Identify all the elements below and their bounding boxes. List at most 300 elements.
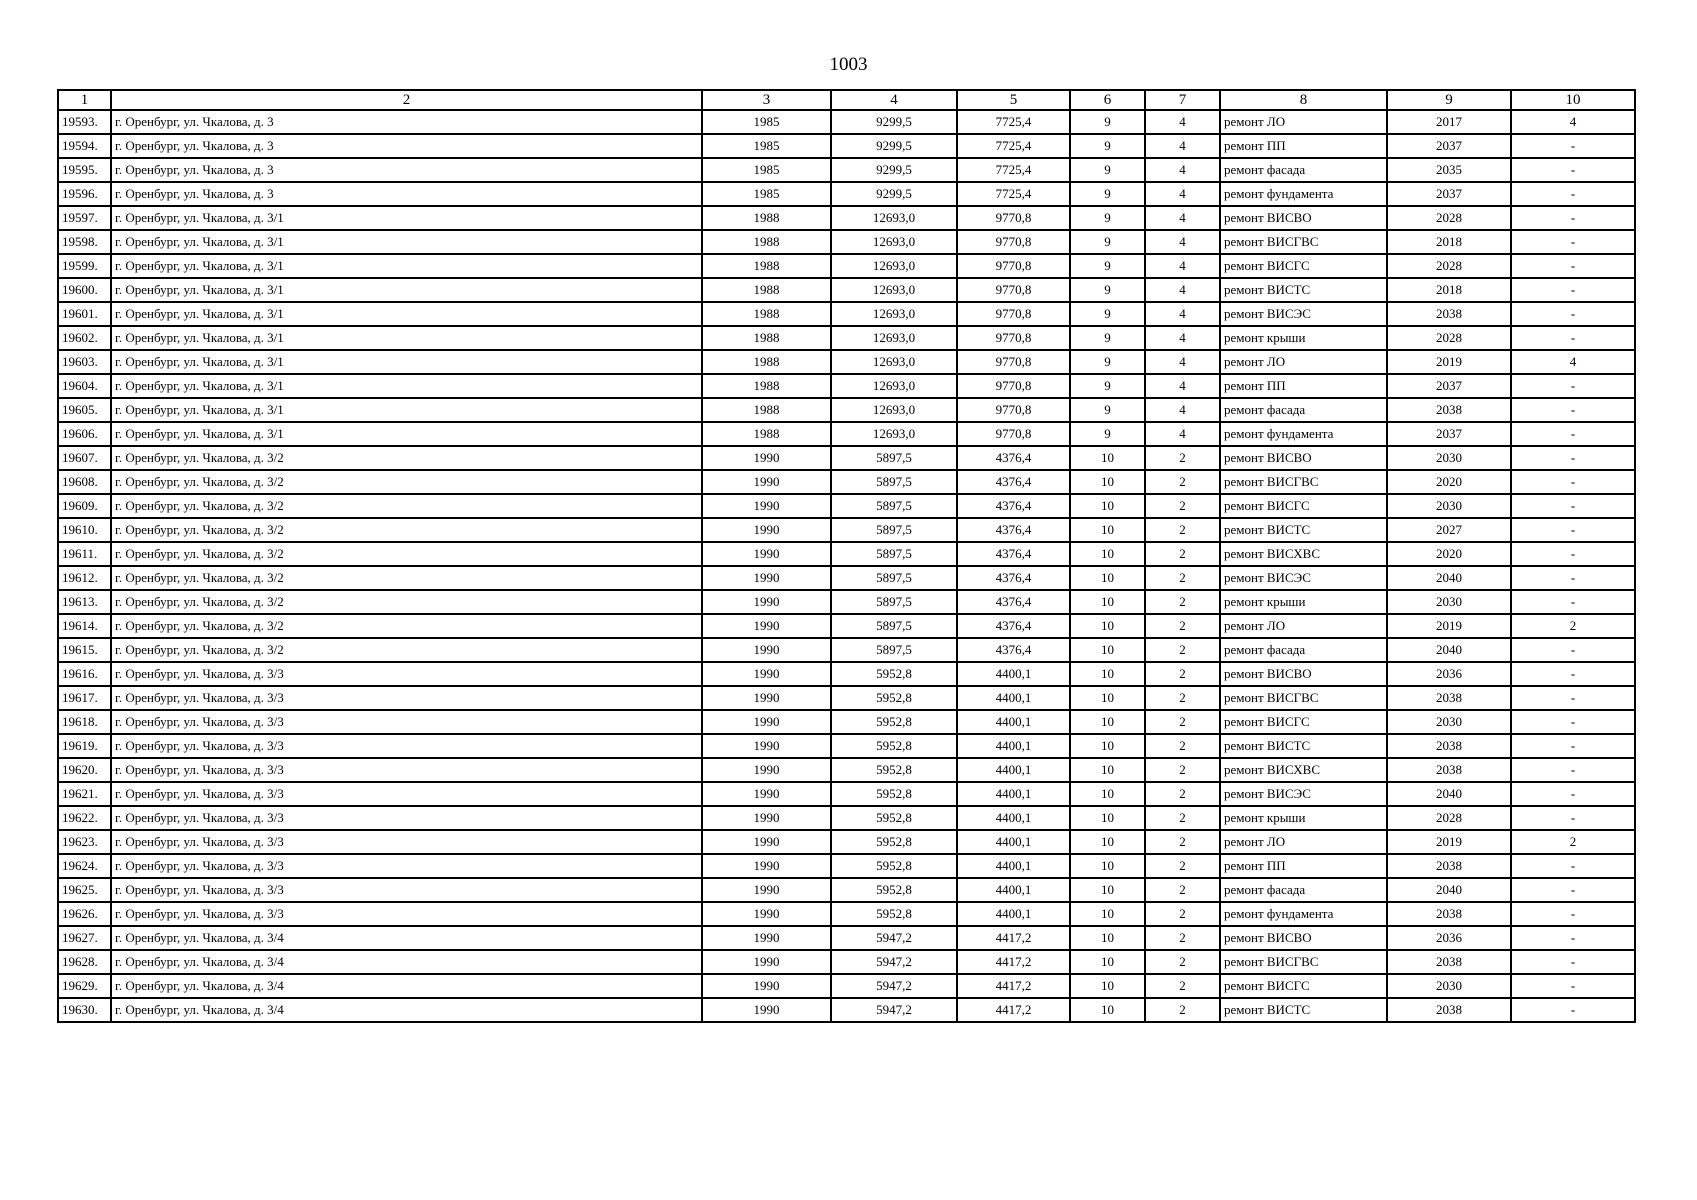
address-cell: г. Оренбург, ул. Чкалова, д. 3/1 <box>111 422 702 446</box>
floors-cell: 10 <box>1070 446 1145 470</box>
row-number-cell: 19621. <box>58 782 111 806</box>
table-row <box>58 614 1635 638</box>
row-number-cell: 19616. <box>58 662 111 686</box>
entrances-cell: 2 <box>1145 494 1220 518</box>
work-type-cell: ремонт ПП <box>1220 374 1387 398</box>
year-built-cell: 1990 <box>702 878 831 902</box>
total-area-cell: 5952,8 <box>831 758 957 782</box>
row-number-cell: 19629. <box>58 974 111 998</box>
table-row <box>58 590 1635 614</box>
living-area-cell: 4417,2 <box>957 926 1070 950</box>
address-cell: г. Оренбург, ул. Чкалова, д. 3/3 <box>111 902 702 926</box>
entrances-cell: 4 <box>1145 326 1220 350</box>
entrances-cell: 2 <box>1145 566 1220 590</box>
living-area-cell: 9770,8 <box>957 302 1070 326</box>
work-type-cell: ремонт ВИСТС <box>1220 998 1387 1022</box>
living-area-cell: 4376,4 <box>957 470 1070 494</box>
floors-cell: 10 <box>1070 686 1145 710</box>
total-area-cell: 5952,8 <box>831 902 957 926</box>
entrances-cell: 2 <box>1145 974 1220 998</box>
row-number-cell: 19615. <box>58 638 111 662</box>
planned-year-cell: 2020 <box>1387 542 1511 566</box>
units-count-cell: - <box>1511 254 1635 278</box>
floors-cell: 10 <box>1070 614 1145 638</box>
units-count-cell: 4 <box>1511 110 1635 134</box>
table-row <box>58 758 1635 782</box>
living-area-cell: 4417,2 <box>957 950 1070 974</box>
planned-year-cell: 2027 <box>1387 518 1511 542</box>
row-number-cell: 19610. <box>58 518 111 542</box>
units-count-cell: - <box>1511 326 1635 350</box>
work-type-cell: ремонт крыши <box>1220 806 1387 830</box>
floors-cell: 10 <box>1070 902 1145 926</box>
work-type-cell: ремонт ЛО <box>1220 830 1387 854</box>
year-built-cell: 1988 <box>702 206 831 230</box>
year-built-cell: 1985 <box>702 158 831 182</box>
row-number-cell: 19593. <box>58 110 111 134</box>
living-area-cell: 4376,4 <box>957 590 1070 614</box>
table-row <box>58 830 1635 854</box>
entrances-cell: 4 <box>1145 302 1220 326</box>
year-built-cell: 1990 <box>702 782 831 806</box>
entrances-cell: 2 <box>1145 686 1220 710</box>
row-number-cell: 19611. <box>58 542 111 566</box>
floors-cell: 9 <box>1070 110 1145 134</box>
floors-cell: 9 <box>1070 350 1145 374</box>
living-area-cell: 9770,8 <box>957 398 1070 422</box>
living-area-cell: 4400,1 <box>957 806 1070 830</box>
entrances-cell: 2 <box>1145 782 1220 806</box>
living-area-cell: 7725,4 <box>957 110 1070 134</box>
year-built-cell: 1990 <box>702 758 831 782</box>
table-body <box>58 110 1635 1022</box>
units-count-cell: - <box>1511 734 1635 758</box>
header-row <box>58 90 1635 110</box>
address-cell: г. Оренбург, ул. Чкалова, д. 3/2 <box>111 542 702 566</box>
table-row <box>58 518 1635 542</box>
work-type-cell: ремонт ВИСЭС <box>1220 302 1387 326</box>
year-built-cell: 1985 <box>702 182 831 206</box>
address-cell: г. Оренбург, ул. Чкалова, д. 3/4 <box>111 950 702 974</box>
table-row <box>58 254 1635 278</box>
planned-year-cell: 2035 <box>1387 158 1511 182</box>
table-row <box>58 926 1635 950</box>
floors-cell: 10 <box>1070 710 1145 734</box>
units-count-cell: - <box>1511 422 1635 446</box>
entrances-cell: 2 <box>1145 446 1220 470</box>
total-area-cell: 5897,5 <box>831 542 957 566</box>
column-header-9: 9 <box>1387 90 1511 110</box>
address-cell: г. Оренбург, ул. Чкалова, д. 3/2 <box>111 614 702 638</box>
floors-cell: 9 <box>1070 134 1145 158</box>
living-area-cell: 7725,4 <box>957 158 1070 182</box>
row-number-cell: 19626. <box>58 902 111 926</box>
year-built-cell: 1988 <box>702 422 831 446</box>
table-row <box>58 734 1635 758</box>
total-area-cell: 5947,2 <box>831 998 957 1022</box>
work-type-cell: ремонт ЛО <box>1220 350 1387 374</box>
work-type-cell: ремонт ВИСТС <box>1220 734 1387 758</box>
row-number-cell: 19604. <box>58 374 111 398</box>
floors-cell: 9 <box>1070 398 1145 422</box>
year-built-cell: 1990 <box>702 974 831 998</box>
planned-year-cell: 2030 <box>1387 710 1511 734</box>
floors-cell: 10 <box>1070 974 1145 998</box>
row-number-cell: 19617. <box>58 686 111 710</box>
planned-year-cell: 2019 <box>1387 350 1511 374</box>
row-number-cell: 19596. <box>58 182 111 206</box>
living-area-cell: 9770,8 <box>957 278 1070 302</box>
living-area-cell: 4400,1 <box>957 686 1070 710</box>
entrances-cell: 4 <box>1145 110 1220 134</box>
work-type-cell: ремонт ВИСГВС <box>1220 950 1387 974</box>
year-built-cell: 1990 <box>702 590 831 614</box>
planned-year-cell: 2040 <box>1387 878 1511 902</box>
work-type-cell: ремонт ВИСТС <box>1220 518 1387 542</box>
planned-year-cell: 2040 <box>1387 782 1511 806</box>
units-count-cell: - <box>1511 902 1635 926</box>
floors-cell: 9 <box>1070 326 1145 350</box>
row-number-cell: 19599. <box>58 254 111 278</box>
repair-schedule-table <box>57 89 1636 1023</box>
total-area-cell: 5952,8 <box>831 854 957 878</box>
living-area-cell: 7725,4 <box>957 182 1070 206</box>
planned-year-cell: 2037 <box>1387 422 1511 446</box>
floors-cell: 10 <box>1070 950 1145 974</box>
total-area-cell: 5952,8 <box>831 710 957 734</box>
living-area-cell: 9770,8 <box>957 422 1070 446</box>
table-row <box>58 662 1635 686</box>
address-cell: г. Оренбург, ул. Чкалова, д. 3/2 <box>111 446 702 470</box>
entrances-cell: 2 <box>1145 710 1220 734</box>
address-cell: г. Оренбург, ул. Чкалова, д. 3/2 <box>111 470 702 494</box>
row-number-cell: 19603. <box>58 350 111 374</box>
planned-year-cell: 2036 <box>1387 662 1511 686</box>
units-count-cell: - <box>1511 230 1635 254</box>
year-built-cell: 1988 <box>702 278 831 302</box>
entrances-cell: 2 <box>1145 542 1220 566</box>
total-area-cell: 5897,5 <box>831 470 957 494</box>
total-area-cell: 5952,8 <box>831 662 957 686</box>
living-area-cell: 4376,4 <box>957 518 1070 542</box>
address-cell: г. Оренбург, ул. Чкалова, д. 3/1 <box>111 230 702 254</box>
entrances-cell: 4 <box>1145 230 1220 254</box>
year-built-cell: 1990 <box>702 734 831 758</box>
year-built-cell: 1988 <box>702 374 831 398</box>
year-built-cell: 1988 <box>702 326 831 350</box>
work-type-cell: ремонт крыши <box>1220 326 1387 350</box>
living-area-cell: 4400,1 <box>957 878 1070 902</box>
column-header-3: 3 <box>702 90 831 110</box>
total-area-cell: 12693,0 <box>831 398 957 422</box>
units-count-cell: - <box>1511 566 1635 590</box>
year-built-cell: 1985 <box>702 134 831 158</box>
address-cell: г. Оренбург, ул. Чкалова, д. 3/3 <box>111 710 702 734</box>
table-row <box>58 878 1635 902</box>
address-cell: г. Оренбург, ул. Чкалова, д. 3/2 <box>111 590 702 614</box>
work-type-cell: ремонт ВИСВО <box>1220 662 1387 686</box>
table-row <box>58 902 1635 926</box>
year-built-cell: 1990 <box>702 518 831 542</box>
row-number-cell: 19628. <box>58 950 111 974</box>
table-row <box>58 110 1635 134</box>
total-area-cell: 12693,0 <box>831 326 957 350</box>
planned-year-cell: 2038 <box>1387 302 1511 326</box>
living-area-cell: 4376,4 <box>957 494 1070 518</box>
work-type-cell: ремонт ЛО <box>1220 110 1387 134</box>
units-count-cell: - <box>1511 158 1635 182</box>
address-cell: г. Оренбург, ул. Чкалова, д. 3 <box>111 134 702 158</box>
table-row <box>58 422 1635 446</box>
units-count-cell: - <box>1511 662 1635 686</box>
units-count-cell: - <box>1511 878 1635 902</box>
planned-year-cell: 2030 <box>1387 494 1511 518</box>
living-area-cell: 4417,2 <box>957 974 1070 998</box>
living-area-cell: 4400,1 <box>957 710 1070 734</box>
planned-year-cell: 2018 <box>1387 278 1511 302</box>
column-header-10: 10 <box>1511 90 1635 110</box>
floors-cell: 9 <box>1070 374 1145 398</box>
living-area-cell: 9770,8 <box>957 374 1070 398</box>
work-type-cell: ремонт ВИСГВС <box>1220 470 1387 494</box>
total-area-cell: 12693,0 <box>831 254 957 278</box>
table-row <box>58 806 1635 830</box>
total-area-cell: 5952,8 <box>831 686 957 710</box>
floors-cell: 10 <box>1070 782 1145 806</box>
units-count-cell: 2 <box>1511 830 1635 854</box>
row-number-cell: 19602. <box>58 326 111 350</box>
address-cell: г. Оренбург, ул. Чкалова, д. 3/1 <box>111 398 702 422</box>
units-count-cell: - <box>1511 182 1635 206</box>
row-number-cell: 19613. <box>58 590 111 614</box>
row-number-cell: 19606. <box>58 422 111 446</box>
living-area-cell: 9770,8 <box>957 254 1070 278</box>
year-built-cell: 1988 <box>702 254 831 278</box>
planned-year-cell: 2037 <box>1387 134 1511 158</box>
work-type-cell: ремонт ВИСГВС <box>1220 230 1387 254</box>
table-row <box>58 494 1635 518</box>
units-count-cell: - <box>1511 278 1635 302</box>
living-area-cell: 4376,4 <box>957 614 1070 638</box>
table-row <box>58 854 1635 878</box>
units-count-cell: - <box>1511 446 1635 470</box>
planned-year-cell: 2018 <box>1387 230 1511 254</box>
total-area-cell: 5897,5 <box>831 614 957 638</box>
total-area-cell: 5952,8 <box>831 734 957 758</box>
living-area-cell: 9770,8 <box>957 326 1070 350</box>
address-cell: г. Оренбург, ул. Чкалова, д. 3/1 <box>111 350 702 374</box>
row-number-cell: 19622. <box>58 806 111 830</box>
table-row <box>58 374 1635 398</box>
row-number-cell: 19595. <box>58 158 111 182</box>
units-count-cell: - <box>1511 782 1635 806</box>
address-cell: г. Оренбург, ул. Чкалова, д. 3/1 <box>111 206 702 230</box>
entrances-cell: 2 <box>1145 830 1220 854</box>
entrances-cell: 4 <box>1145 374 1220 398</box>
planned-year-cell: 2038 <box>1387 686 1511 710</box>
living-area-cell: 4400,1 <box>957 902 1070 926</box>
entrances-cell: 4 <box>1145 422 1220 446</box>
total-area-cell: 12693,0 <box>831 302 957 326</box>
year-built-cell: 1990 <box>702 854 831 878</box>
year-built-cell: 1990 <box>702 542 831 566</box>
row-number-cell: 19609. <box>58 494 111 518</box>
row-number-cell: 19618. <box>58 710 111 734</box>
floors-cell: 10 <box>1070 638 1145 662</box>
table-row <box>58 566 1635 590</box>
floors-cell: 10 <box>1070 854 1145 878</box>
address-cell: г. Оренбург, ул. Чкалова, д. 3/1 <box>111 254 702 278</box>
address-cell: г. Оренбург, ул. Чкалова, д. 3 <box>111 158 702 182</box>
units-count-cell: - <box>1511 998 1635 1022</box>
address-cell: г. Оренбург, ул. Чкалова, д. 3/3 <box>111 806 702 830</box>
floors-cell: 10 <box>1070 998 1145 1022</box>
address-cell: г. Оренбург, ул. Чкалова, д. 3/4 <box>111 926 702 950</box>
work-type-cell: ремонт крыши <box>1220 590 1387 614</box>
living-area-cell: 4376,4 <box>957 566 1070 590</box>
table-row <box>58 782 1635 806</box>
table-header <box>58 90 1635 110</box>
total-area-cell: 12693,0 <box>831 422 957 446</box>
row-number-cell: 19598. <box>58 230 111 254</box>
row-number-cell: 19624. <box>58 854 111 878</box>
total-area-cell: 5952,8 <box>831 806 957 830</box>
floors-cell: 10 <box>1070 734 1145 758</box>
column-header-6: 6 <box>1070 90 1145 110</box>
year-built-cell: 1988 <box>702 302 831 326</box>
entrances-cell: 4 <box>1145 254 1220 278</box>
living-area-cell: 9770,8 <box>957 206 1070 230</box>
work-type-cell: ремонт ВИСХВС <box>1220 542 1387 566</box>
year-built-cell: 1990 <box>702 830 831 854</box>
units-count-cell: - <box>1511 710 1635 734</box>
total-area-cell: 9299,5 <box>831 182 957 206</box>
address-cell: г. Оренбург, ул. Чкалова, д. 3/3 <box>111 686 702 710</box>
entrances-cell: 4 <box>1145 134 1220 158</box>
entrances-cell: 2 <box>1145 734 1220 758</box>
floors-cell: 10 <box>1070 926 1145 950</box>
entrances-cell: 4 <box>1145 350 1220 374</box>
address-cell: г. Оренбург, ул. Чкалова, д. 3/1 <box>111 278 702 302</box>
year-built-cell: 1990 <box>702 950 831 974</box>
floors-cell: 10 <box>1070 590 1145 614</box>
floors-cell: 9 <box>1070 158 1145 182</box>
year-built-cell: 1990 <box>702 662 831 686</box>
address-cell: г. Оренбург, ул. Чкалова, д. 3/2 <box>111 494 702 518</box>
work-type-cell: ремонт ПП <box>1220 854 1387 878</box>
address-cell: г. Оренбург, ул. Чкалова, д. 3/2 <box>111 566 702 590</box>
units-count-cell: - <box>1511 302 1635 326</box>
units-count-cell: - <box>1511 974 1635 998</box>
work-type-cell: ремонт ВИСВО <box>1220 446 1387 470</box>
living-area-cell: 4376,4 <box>957 446 1070 470</box>
floors-cell: 9 <box>1070 422 1145 446</box>
table-row <box>58 638 1635 662</box>
total-area-cell: 5952,8 <box>831 878 957 902</box>
entrances-cell: 2 <box>1145 590 1220 614</box>
floors-cell: 9 <box>1070 206 1145 230</box>
address-cell: г. Оренбург, ул. Чкалова, д. 3/3 <box>111 782 702 806</box>
entrances-cell: 4 <box>1145 206 1220 230</box>
table-row <box>58 326 1635 350</box>
column-header-8: 8 <box>1220 90 1387 110</box>
floors-cell: 9 <box>1070 302 1145 326</box>
year-built-cell: 1990 <box>702 494 831 518</box>
year-built-cell: 1990 <box>702 638 831 662</box>
year-built-cell: 1990 <box>702 926 831 950</box>
address-cell: г. Оренбург, ул. Чкалова, д. 3 <box>111 110 702 134</box>
units-count-cell: - <box>1511 494 1635 518</box>
planned-year-cell: 2038 <box>1387 950 1511 974</box>
work-type-cell: ремонт ЛО <box>1220 614 1387 638</box>
living-area-cell: 4376,4 <box>957 638 1070 662</box>
planned-year-cell: 2017 <box>1387 110 1511 134</box>
address-cell: г. Оренбург, ул. Чкалова, д. 3/4 <box>111 998 702 1022</box>
table-row <box>58 350 1635 374</box>
year-built-cell: 1990 <box>702 470 831 494</box>
year-built-cell: 1990 <box>702 686 831 710</box>
total-area-cell: 5897,5 <box>831 518 957 542</box>
row-number-cell: 19601. <box>58 302 111 326</box>
entrances-cell: 2 <box>1145 518 1220 542</box>
year-built-cell: 1990 <box>702 710 831 734</box>
living-area-cell: 4400,1 <box>957 734 1070 758</box>
table-row <box>58 206 1635 230</box>
total-area-cell: 5947,2 <box>831 974 957 998</box>
address-cell: г. Оренбург, ул. Чкалова, д. 3/1 <box>111 326 702 350</box>
entrances-cell: 2 <box>1145 878 1220 902</box>
row-number-cell: 19614. <box>58 614 111 638</box>
work-type-cell: ремонт фундамента <box>1220 902 1387 926</box>
planned-year-cell: 2037 <box>1387 374 1511 398</box>
living-area-cell: 4400,1 <box>957 662 1070 686</box>
entrances-cell: 4 <box>1145 182 1220 206</box>
year-built-cell: 1990 <box>702 614 831 638</box>
living-area-cell: 4400,1 <box>957 854 1070 878</box>
floors-cell: 9 <box>1070 230 1145 254</box>
total-area-cell: 5897,5 <box>831 494 957 518</box>
address-cell: г. Оренбург, ул. Чкалова, д. 3/2 <box>111 638 702 662</box>
table-row <box>58 998 1635 1022</box>
table-row <box>58 182 1635 206</box>
year-built-cell: 1990 <box>702 806 831 830</box>
planned-year-cell: 2038 <box>1387 398 1511 422</box>
table-row <box>58 470 1635 494</box>
table-row <box>58 278 1635 302</box>
total-area-cell: 5897,5 <box>831 566 957 590</box>
table-row <box>58 302 1635 326</box>
planned-year-cell: 2036 <box>1387 926 1511 950</box>
units-count-cell: - <box>1511 950 1635 974</box>
units-count-cell: 4 <box>1511 350 1635 374</box>
living-area-cell: 4400,1 <box>957 830 1070 854</box>
planned-year-cell: 2028 <box>1387 326 1511 350</box>
planned-year-cell: 2038 <box>1387 758 1511 782</box>
row-number-cell: 19594. <box>58 134 111 158</box>
column-header-7: 7 <box>1145 90 1220 110</box>
address-cell: г. Оренбург, ул. Чкалова, д. 3/3 <box>111 734 702 758</box>
address-cell: г. Оренбург, ул. Чкалова, д. 3/1 <box>111 302 702 326</box>
address-cell: г. Оренбург, ул. Чкалова, д. 3/4 <box>111 974 702 998</box>
address-cell: г. Оренбург, ул. Чкалова, д. 3/3 <box>111 758 702 782</box>
planned-year-cell: 2019 <box>1387 614 1511 638</box>
entrances-cell: 2 <box>1145 998 1220 1022</box>
units-count-cell: - <box>1511 758 1635 782</box>
year-built-cell: 1988 <box>702 230 831 254</box>
floors-cell: 10 <box>1070 806 1145 830</box>
floors-cell: 10 <box>1070 662 1145 686</box>
planned-year-cell: 2020 <box>1387 470 1511 494</box>
